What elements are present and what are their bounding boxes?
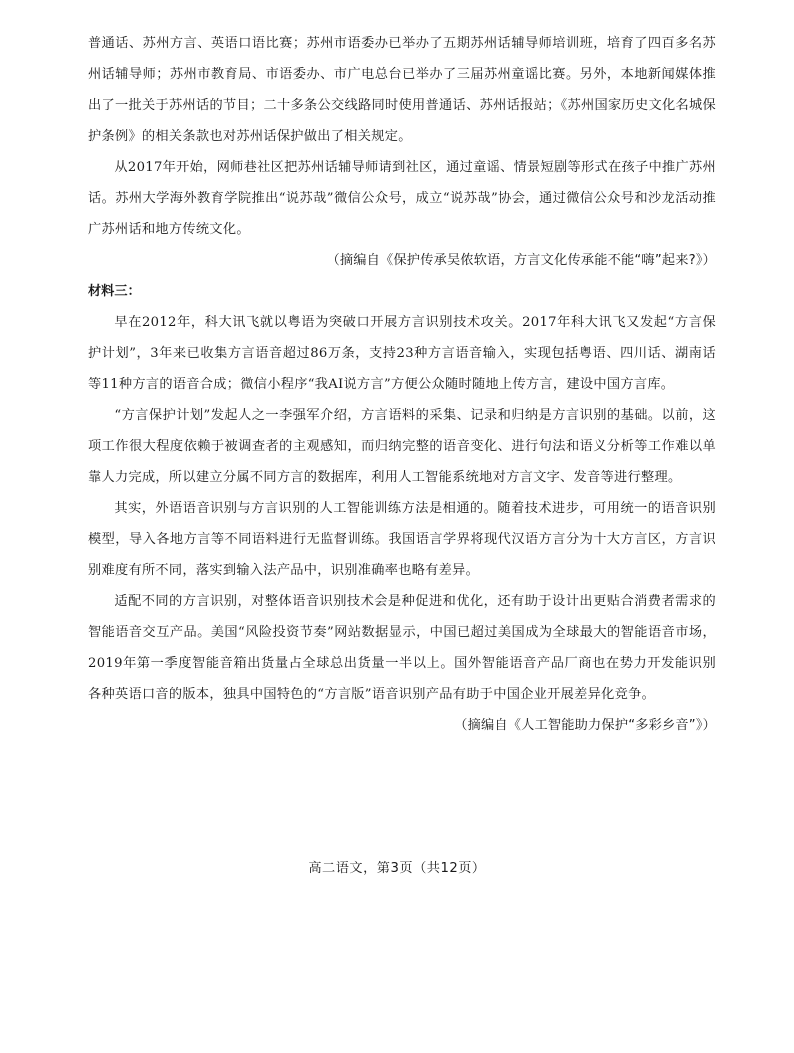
material3-paragraph-4: 适配不同的方言识别，对整体语音识别技术会是种促进和优化，还有助于设计出更贴合消费者需求的智能语音交互产品。美国“风险投资节奏”网站数据显示，中国已超过美国成为全球最大的智能语音市场，2019年第一季度智能音箱出货量占全球总出货量一半以上。国外智能语音产品厂商也在势力开发能识别各种英语口音的版本，独具中国特色的“方言版”语音识别产品有助于中国企业开展差异化竞争。: [88, 594, 716, 702]
document-body: [88, 28, 716, 741]
continuation-paragraph: 普通话、苏州方言、英语口语比赛；苏州市语委办已举办了五期苏州话辅导师培训班，培育了四百多名苏州话辅导师；苏州市教育局、市语委办、市广电总台已举办了三届苏州童谣比赛。另外，本地新闻媒体推出了一批关于苏州话的节目；二十多条公交线路同时使用普通话、苏州话报站；《苏州国家历史文化名城保护条例》的相关条款也对苏州话保护做出了相关规定。: [88, 36, 716, 144]
source-citation-material3: （摘编自《人工智能助力保护“多彩乡音”》）: [454, 718, 716, 733]
material3-heading: 材料三：: [88, 284, 141, 299]
page-footer: 高二语文，第3页（共12页）: [308, 861, 486, 876]
paragraph-community-promotion: 从2017年开始，网师巷社区把苏州话辅导师请到社区，通过童谣、情景短剧等形式在孩子中推广苏州话。苏州大学海外教育学院推出“说苏哉”微信公众号，成立“说苏哉”协会，通过微信公众号和沙龙活动推广苏州话和地方传统文化。: [88, 160, 716, 237]
material3-paragraph-2: “方言保护计划”发起人之一李强军介绍，方言语料的采集、记录和归纳是方言识别的基础。以前，这项工作很大程度依赖于被调查者的主观感知，而归纳完整的语音变化、进行句法和语义分析等工作难以单靠人力完成，所以建立分属不同方言的数据库，利用人工智能系统地对方言文字、发音等进行整理。: [88, 408, 716, 485]
material3-paragraph-1: 早在2012年，科大讯飞就以粤语为突破口开展方言识别技术攻关。2017年科大讯飞又发起“方言保护计划”，3年来已收集方言语音超过86万条，支持23种方言语音输入，实现包括粤语、四川话、湖南话等11种方言的语音合成；微信小程序“我AI说方言”方便公众随时随地上传方言，建设中国方言库。: [88, 315, 716, 392]
material3-paragraph-3: 其实，外语语音识别与方言识别的人工智能训练方法是相通的。随着技术进步，可用统一的语音识别模型，导入各地方言等不同语料进行无监督训练。我国语言学界将现代汉语方言分为十大方言区，方言识别难度有所不同，落实到输入法产品中，识别准确率也略有差异。: [88, 501, 716, 578]
source-citation-material2: （摘编自《保护传承吴侬软语，方言文化传承能不能“嗨”起来?》）: [326, 253, 716, 268]
